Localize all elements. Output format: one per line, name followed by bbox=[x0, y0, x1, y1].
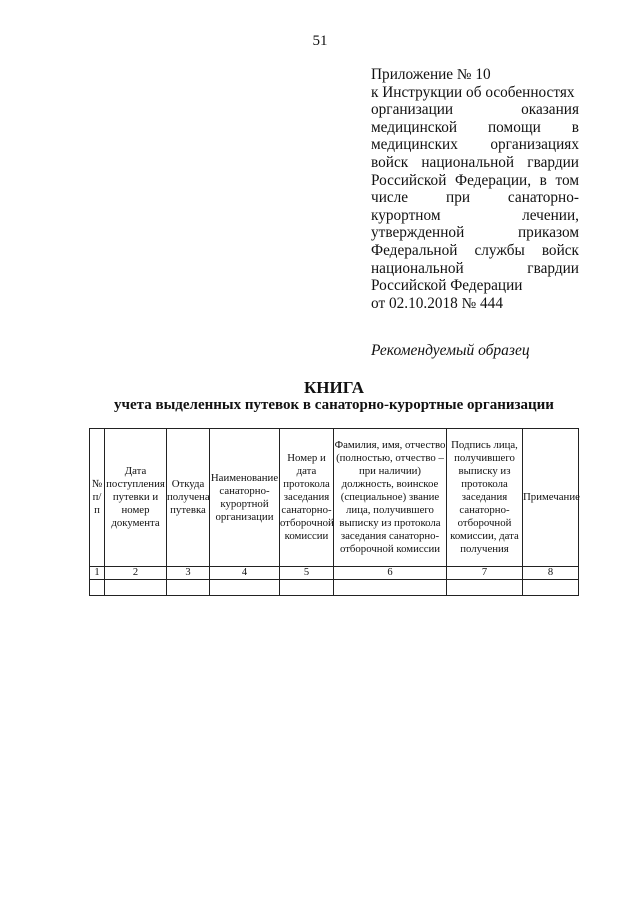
column-number-cell: 1 bbox=[90, 567, 105, 580]
column-number-cell: 3 bbox=[167, 567, 210, 580]
register-table bbox=[89, 428, 579, 596]
header-cell: Подпись лица, получившего выписку из протокола заседания санаторно-отборочной комиссии, дата получения bbox=[447, 429, 523, 567]
empty-cell bbox=[210, 580, 280, 596]
appendix-line: утвержденной приказом bbox=[371, 224, 579, 242]
page-number: 51 bbox=[312, 33, 328, 49]
appendix-line: Российской Федерации, в том bbox=[371, 171, 579, 189]
column-number-row bbox=[90, 567, 579, 580]
appendix-line: медицинских организациях bbox=[371, 136, 579, 154]
column-number-cell: 8 bbox=[523, 567, 579, 580]
appendix-block bbox=[371, 66, 579, 312]
appendix-line: числе при санаторно- bbox=[371, 189, 579, 207]
table-header-row bbox=[90, 429, 579, 567]
document-title: КНИГА bbox=[303, 378, 364, 397]
header-cell: Дата поступления путевки и номер документа bbox=[105, 429, 167, 567]
appendix-line: медицинской помощи в bbox=[371, 118, 579, 136]
column-number-cell: 2 bbox=[105, 567, 167, 580]
empty-cell bbox=[523, 580, 579, 596]
empty-cell bbox=[280, 580, 334, 596]
header-cell: Откуда получена путевка bbox=[167, 429, 210, 567]
appendix-line: Российской Федерации bbox=[371, 277, 523, 295]
appendix-line: войск национальной гвардии bbox=[371, 153, 579, 171]
empty-cell bbox=[167, 580, 210, 596]
column-number-cell: 6 bbox=[334, 567, 447, 580]
appendix-line: курортном лечении, bbox=[371, 206, 579, 224]
header-cell: Примечание bbox=[523, 429, 579, 567]
appendix-line: Приложение № 10 bbox=[371, 66, 491, 83]
document-subtitle: учета выделенных путевок в санаторно-курортные организации bbox=[114, 397, 554, 413]
empty-row bbox=[90, 580, 579, 596]
empty-cell bbox=[334, 580, 447, 596]
empty-cell bbox=[105, 580, 167, 596]
appendix-line: национальной гвардии bbox=[371, 259, 579, 277]
header-cell: № п/п bbox=[90, 429, 105, 567]
appendix-line: к Инструкции об особенностях bbox=[371, 83, 575, 101]
header-cell: Номер и дата протокола заседания санаторно-отборочной комиссии bbox=[280, 429, 334, 567]
appendix-line: организации оказания bbox=[371, 101, 579, 119]
column-number-cell: 5 bbox=[280, 567, 334, 580]
sample-label: Рекомендуемый образец bbox=[371, 342, 530, 359]
empty-cell bbox=[90, 580, 105, 596]
column-number-cell: 7 bbox=[447, 567, 523, 580]
appendix-line: Федеральной службы войск bbox=[371, 241, 579, 259]
appendix-line: от 02.10.2018 № 444 bbox=[371, 294, 503, 312]
empty-cell bbox=[447, 580, 523, 596]
header-cell: Фамилия, имя, отчество (полностью, отчество – при наличии) должность, воинское (специальное) звание лица, получившего выписку из протокола заседания санаторно-отборочной комиссии bbox=[334, 429, 447, 567]
column-number-cell: 4 bbox=[210, 567, 280, 580]
header-cell: Наименование санаторно-курортной организации bbox=[210, 429, 280, 567]
